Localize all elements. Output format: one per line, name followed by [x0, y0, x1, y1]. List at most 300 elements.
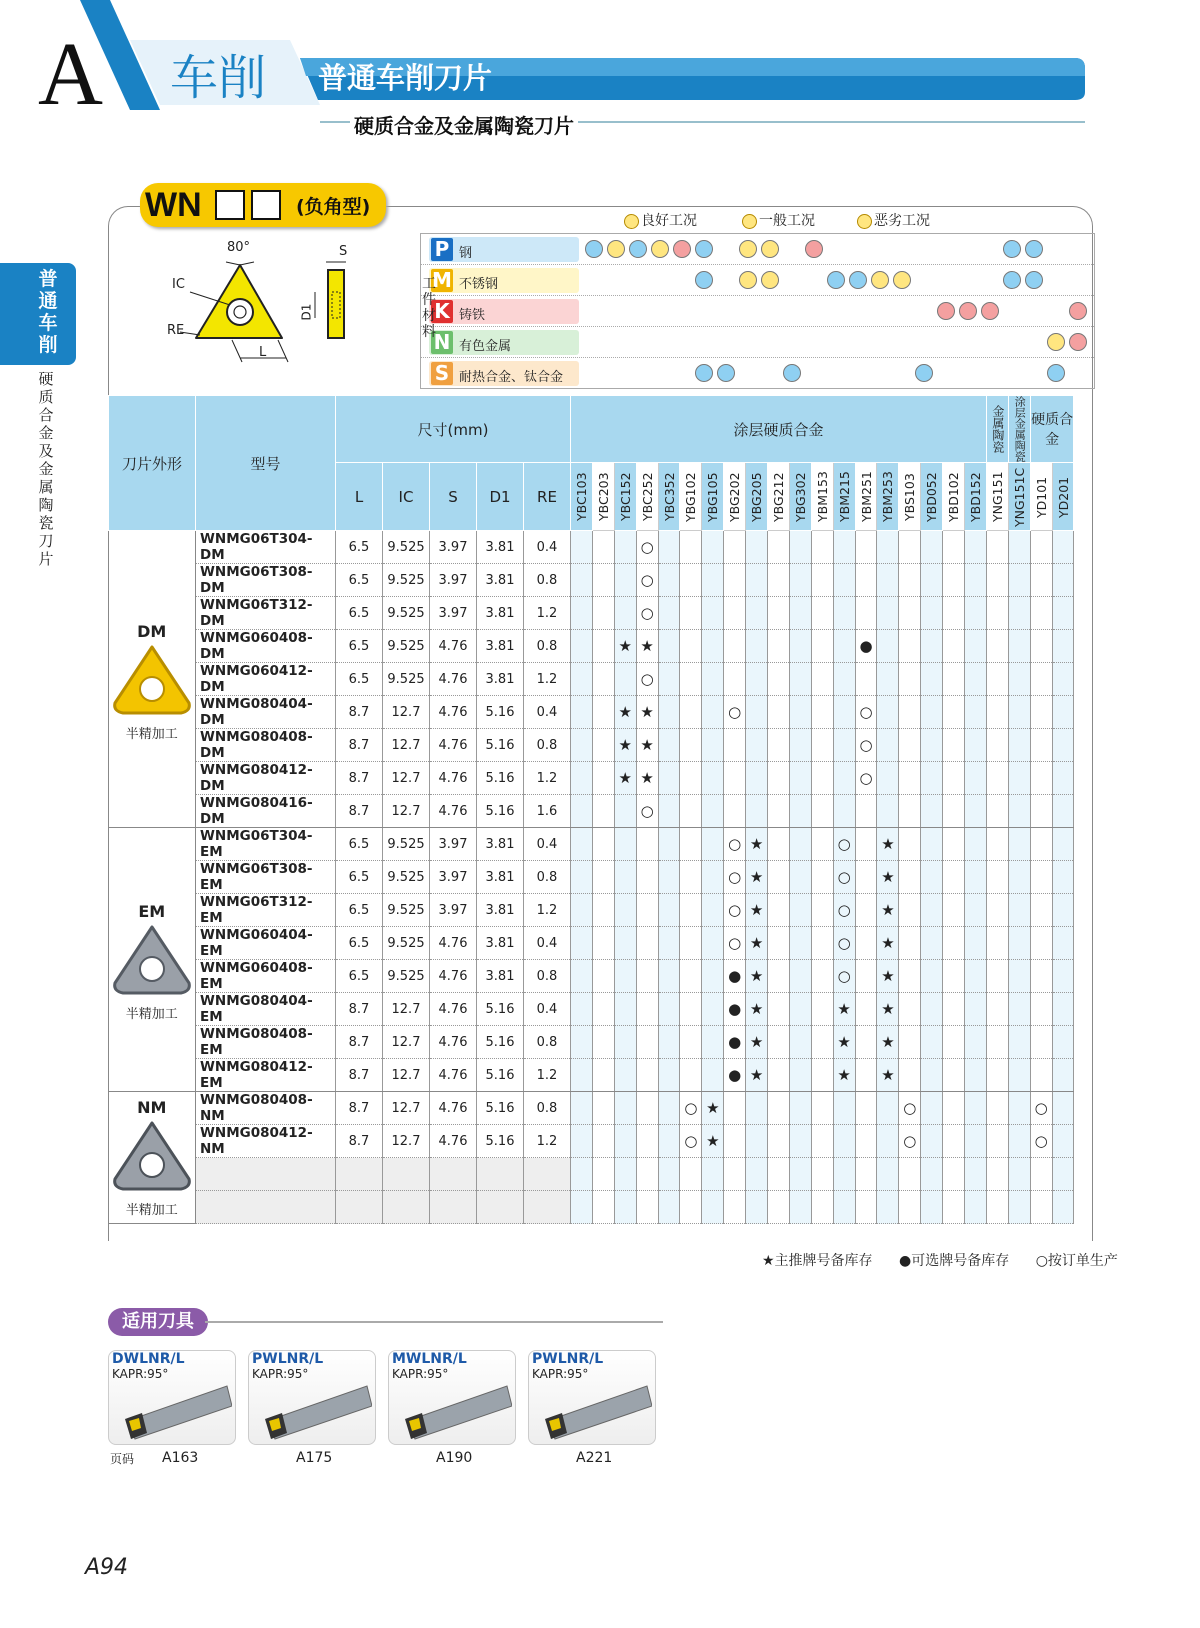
grade-cell: [724, 663, 746, 696]
dim-cell: 4.76: [430, 729, 477, 762]
grade-cell: [986, 564, 1008, 597]
circle-mark: ○: [837, 835, 851, 853]
dim-cell: 0.4: [524, 828, 571, 861]
dim-cell: 4.76: [430, 960, 477, 993]
grade-cell: [680, 1191, 702, 1224]
circle-mark: ○: [640, 538, 654, 556]
grade-label: YBG105: [705, 471, 721, 522]
sidebar-tab-label: 普通车削: [38, 268, 58, 356]
dim-cell: 0.8: [524, 1026, 571, 1059]
grade-cell: [680, 828, 702, 861]
material-name: 有色金属: [459, 339, 512, 354]
tool-page[interactable]: A163: [162, 1450, 199, 1466]
grade-cell: [658, 1191, 680, 1224]
grade-cell: [899, 1125, 921, 1158]
grade-cell: [1030, 1059, 1052, 1092]
grade-cell: [877, 663, 899, 696]
grade-cell: [1008, 696, 1030, 729]
grade-label: YBM153: [814, 471, 830, 522]
grade-cell: [1008, 960, 1030, 993]
grade-cell: [636, 1125, 658, 1158]
shape-cell: [109, 1092, 196, 1224]
grade-cell: [702, 597, 724, 630]
grade-cell: [768, 927, 790, 960]
dim-cell: 1.6: [524, 795, 571, 828]
dim-cell: [430, 1191, 477, 1224]
dim-cell: 6.5: [336, 828, 383, 861]
grade-cell: [811, 597, 833, 630]
grade-cell: [921, 564, 943, 597]
grade-cell: [592, 960, 614, 993]
grade-cell: [724, 993, 746, 1026]
grade-cell: [592, 1092, 614, 1125]
grade-cell: [1030, 597, 1052, 630]
grade-cell: [1030, 696, 1052, 729]
material-letter: N: [431, 331, 453, 354]
grade-header: [571, 463, 593, 531]
grade-cell: [811, 1125, 833, 1158]
grade-cell: [899, 1158, 921, 1191]
grade-header: [746, 463, 768, 531]
grade-cell: [614, 663, 636, 696]
grade-cell: [833, 1092, 855, 1125]
grade-cell: [658, 663, 680, 696]
grade-cell: [658, 927, 680, 960]
grade-cell: [571, 828, 593, 861]
grade-cell: [680, 1125, 702, 1158]
dim-cell: 4.76: [430, 696, 477, 729]
shape-name: NM: [137, 1098, 167, 1117]
dim-cell: 6.5: [336, 927, 383, 960]
l-label: L: [259, 345, 267, 360]
grade-cell: [724, 1125, 746, 1158]
grade-header: [877, 463, 899, 531]
grade-cell: [724, 729, 746, 762]
circle-mark: ○: [859, 736, 873, 754]
grade-cell: [724, 531, 746, 564]
grade-cell: [833, 894, 855, 927]
tool-kapr: KAPR:95°: [252, 1367, 309, 1381]
star-mark: ★: [881, 1000, 895, 1018]
grade-cell: [965, 762, 987, 795]
grade-header: [658, 463, 680, 531]
grade-cell: [614, 1059, 636, 1092]
circle-mark: ○: [837, 967, 851, 985]
grade-cell: [724, 1059, 746, 1092]
grade-cell: [571, 894, 593, 927]
grade-cell: [855, 1125, 877, 1158]
tool-name: PWLNR/L: [532, 1351, 604, 1367]
ic-label: IC: [172, 277, 185, 292]
table-row: [109, 696, 1074, 729]
grade-cell: [986, 1158, 1008, 1191]
grade-cell: [746, 795, 768, 828]
grade-cell: [943, 1125, 965, 1158]
model-cell: WNMG080412-NM: [196, 1125, 336, 1158]
grade-cell: [614, 630, 636, 663]
good-face-icon: [585, 240, 603, 258]
grade-cell: [811, 729, 833, 762]
dim-cell: 0.8: [524, 861, 571, 894]
grade-cell: [833, 729, 855, 762]
grade-cell: [789, 894, 811, 927]
tool-name: DWLNR/L: [112, 1351, 185, 1367]
grade-cell: [1052, 828, 1074, 861]
grade-header: [855, 463, 877, 531]
grade-header: [833, 463, 855, 531]
grade-cell: [1052, 663, 1074, 696]
grade-cell: [702, 1125, 724, 1158]
grade-cell: [877, 597, 899, 630]
grade-cell: [680, 927, 702, 960]
material-name: 不锈钢: [459, 277, 499, 292]
tool-card[interactable]: [388, 1350, 516, 1445]
page-subtitle: 硬质合金及金属陶瓷刀片: [350, 110, 578, 139]
grade-cell: [811, 762, 833, 795]
grade-cell: [811, 1191, 833, 1224]
tool-kapr: KAPR:95°: [112, 1367, 169, 1381]
grade-cell: [811, 927, 833, 960]
grade-cell: [702, 1158, 724, 1191]
grade-cell: [921, 927, 943, 960]
grade-cell: [592, 828, 614, 861]
star-mark: ★: [749, 1000, 764, 1018]
grade-cell: [746, 993, 768, 1026]
grade-cell: [943, 729, 965, 762]
grade-cell: [680, 630, 702, 663]
grade-cell: [1030, 1191, 1052, 1224]
circle-mark: ○: [837, 934, 851, 952]
circle-mark: ○: [903, 1099, 917, 1117]
grade-cell: [746, 1092, 768, 1125]
grade-cell: [965, 828, 987, 861]
grade-cell: [1008, 1158, 1030, 1191]
grade-cell: [943, 1158, 965, 1191]
grade-cell: [833, 795, 855, 828]
grade-cell: [636, 564, 658, 597]
tool-page[interactable]: A190: [436, 1450, 473, 1466]
grade-cell: [614, 795, 636, 828]
grade-cell: [943, 1059, 965, 1092]
grade-label: YBC152: [617, 472, 633, 521]
dim-header: S: [430, 463, 477, 531]
grade-cell: [702, 630, 724, 663]
grade-cell: [1052, 795, 1074, 828]
star-mark: ★: [640, 703, 654, 721]
dim-cell: 0.8: [524, 729, 571, 762]
grade-cell: [943, 663, 965, 696]
col-coated-cermet: 涂层金属陶瓷: [1008, 396, 1030, 463]
dim-cell: 12.7: [383, 1092, 430, 1125]
grade-cell: [571, 1191, 593, 1224]
bad-face-icon: [981, 302, 999, 320]
grade-cell: [636, 894, 658, 927]
tool-card[interactable]: [248, 1350, 376, 1445]
grade-cell: [680, 894, 702, 927]
grade-cell: [1030, 828, 1052, 861]
model-cell: WNMG060404-EM: [196, 927, 336, 960]
material-letter: K: [431, 300, 453, 323]
grade-cell: [571, 1059, 593, 1092]
grade-cell: [702, 1092, 724, 1125]
circle-mark: ○: [859, 703, 873, 721]
grade-cell: [724, 1158, 746, 1191]
grade-cell: [724, 630, 746, 663]
grade-cell: [768, 564, 790, 597]
grade-cell: [724, 1092, 746, 1125]
grade-cell: [614, 861, 636, 894]
grade-cell: [877, 564, 899, 597]
grade-cell: [833, 828, 855, 861]
dim-cell: 6.5: [336, 597, 383, 630]
grade-cell: [636, 729, 658, 762]
grade-cell: [899, 960, 921, 993]
dim-cell: 1.2: [524, 762, 571, 795]
grade-cell: [571, 762, 593, 795]
dim-cell: 9.525: [383, 861, 430, 894]
grade-cell: [921, 1092, 943, 1125]
grade-cell: [1030, 861, 1052, 894]
model-cell: WNMG080412-DM: [196, 762, 336, 795]
grade-cell: [746, 960, 768, 993]
bad-face-icon: [673, 240, 691, 258]
page-title: 普通车削刀片: [318, 61, 493, 95]
grade-cell: [592, 630, 614, 663]
grade-cell: [811, 828, 833, 861]
insert-photo: [109, 921, 196, 1003]
tool-page[interactable]: A221: [576, 1450, 613, 1466]
note-main: ★主推牌号备库存: [762, 1253, 873, 1269]
grade-label: YBC352: [661, 472, 677, 521]
grade-cell: [680, 729, 702, 762]
star-mark: ★: [749, 1033, 764, 1051]
dim-cell: 5.16: [477, 1125, 524, 1158]
grade-cell: [899, 861, 921, 894]
good-face-icon: [1003, 271, 1021, 289]
code-box-1: [215, 190, 245, 220]
grade-cell: [614, 597, 636, 630]
tool-card[interactable]: [108, 1350, 236, 1445]
grade-cell: [833, 696, 855, 729]
grade-cell: [855, 861, 877, 894]
dim-cell: 4.76: [430, 1026, 477, 1059]
grade-cell: [702, 828, 724, 861]
dim-cell: [383, 1191, 430, 1224]
section-title: 车削: [170, 50, 267, 106]
model-cell: WNMG06T304-EM: [196, 828, 336, 861]
grade-cell: [811, 960, 833, 993]
dim-cell: 0.8: [524, 630, 571, 663]
grade-cell: [746, 927, 768, 960]
grade-cell: [724, 762, 746, 795]
grade-cell: [1052, 960, 1074, 993]
dim-header: IC: [383, 463, 430, 531]
grade-cell: [833, 597, 855, 630]
table-row: [109, 1158, 1074, 1191]
header-row: [109, 396, 1074, 463]
grade-label: YBG102: [683, 471, 699, 522]
section-letter: A: [38, 25, 103, 124]
star-mark: ★: [618, 703, 632, 721]
dim-cell: 0.8: [524, 1092, 571, 1125]
grade-cell: [943, 828, 965, 861]
grade-header: [592, 463, 614, 531]
grade-cell: [789, 861, 811, 894]
grade-cell: [680, 1092, 702, 1125]
grade-cell: [965, 861, 987, 894]
grade-cell: [877, 1125, 899, 1158]
dim-cell: 5.16: [477, 1026, 524, 1059]
grade-cell: [1030, 630, 1052, 663]
grade-cell: [899, 663, 921, 696]
good-face-icon: [783, 364, 801, 382]
grade-cell: [855, 1158, 877, 1191]
dim-header: L: [336, 463, 383, 531]
dim-cell: 0.4: [524, 927, 571, 960]
grade-cell: [768, 993, 790, 1026]
grade-cell: [899, 795, 921, 828]
dim-cell: 9.525: [383, 894, 430, 927]
star-mark: ★: [640, 736, 654, 754]
grade-header: [811, 463, 833, 531]
model-cell: WNMG080416-DM: [196, 795, 336, 828]
grade-cell: [921, 828, 943, 861]
tool-page[interactable]: A175: [296, 1450, 333, 1466]
grade-cell: [1030, 729, 1052, 762]
dim-cell: 8.7: [336, 1125, 383, 1158]
grade-cell: [592, 1158, 614, 1191]
good-face-icon: [695, 364, 713, 382]
tool-holder-image: [117, 1381, 232, 1445]
grade-label: YNG151: [989, 471, 1005, 522]
grade-cell: [592, 663, 614, 696]
grade-cell: [724, 828, 746, 861]
good-face-icon: [849, 271, 867, 289]
grade-cell: [986, 696, 1008, 729]
grade-label: YD201: [1055, 475, 1071, 518]
grade-cell: [943, 696, 965, 729]
grade-cell: [702, 1059, 724, 1092]
grade-cell: [943, 993, 965, 1026]
good-face-icon: [915, 364, 933, 382]
grade-cell: [833, 762, 855, 795]
grade-cell: [986, 1026, 1008, 1059]
dim-cell: 9.525: [383, 663, 430, 696]
angle-label: 80°: [227, 240, 251, 255]
tool-card[interactable]: [528, 1350, 656, 1445]
dim-cell: 0.8: [524, 564, 571, 597]
table-row: [109, 762, 1074, 795]
dim-cell: 9.525: [383, 597, 430, 630]
grade-header: [986, 463, 1008, 531]
grade-cell: [789, 630, 811, 663]
dim-header: D1: [477, 463, 524, 531]
grade-cell: [965, 597, 987, 630]
grade-cell: [877, 828, 899, 861]
star-mark: ★: [706, 1132, 720, 1150]
grade-cell: [789, 1059, 811, 1092]
dim-cell: [477, 1158, 524, 1191]
grade-cell: [746, 597, 768, 630]
good-face-icon: [827, 271, 845, 289]
material-letter: S: [431, 362, 453, 385]
grade-cell: [965, 531, 987, 564]
material-row: [421, 234, 1094, 265]
grade-cell: [571, 663, 593, 696]
grade-cell: [1030, 663, 1052, 696]
table-row: [109, 1125, 1074, 1158]
dim-cell: 9.525: [383, 630, 430, 663]
grade-cell: [680, 1026, 702, 1059]
grade-cell: [965, 1059, 987, 1092]
bad-face-icon: [937, 302, 955, 320]
good-face-icon: [1047, 364, 1065, 382]
table-row: [109, 1191, 1074, 1224]
grade-cell: [833, 1191, 855, 1224]
grade-cell: [768, 1191, 790, 1224]
shape-cell: [109, 828, 196, 1092]
star-mark: ★: [749, 967, 764, 985]
grade-cell: [877, 795, 899, 828]
grade-cell: [921, 762, 943, 795]
grade-cell: [855, 927, 877, 960]
grade-cell: [680, 762, 702, 795]
grade-cell: [1052, 762, 1074, 795]
grade-cell: [877, 960, 899, 993]
grade-cell: [724, 861, 746, 894]
dim-cell: 3.97: [430, 894, 477, 927]
grade-cell: [680, 531, 702, 564]
dim-cell: 12.7: [383, 993, 430, 1026]
grade-cell: [724, 927, 746, 960]
grade-cell: [877, 894, 899, 927]
grade-cell: [1052, 531, 1074, 564]
dim-cell: 4.76: [430, 1059, 477, 1092]
grade-cell: [1052, 729, 1074, 762]
grade-cell: [768, 663, 790, 696]
grade-cell: [658, 1092, 680, 1125]
grade-cell: [877, 531, 899, 564]
circle-mark: ○: [728, 868, 742, 886]
grade-cell: [1052, 1059, 1074, 1092]
grade-cell: [855, 828, 877, 861]
stock-legend: [740, 1250, 1118, 1270]
dim-cell: 0.8: [524, 960, 571, 993]
material-label: [429, 299, 579, 324]
grade-cell: [746, 1059, 768, 1092]
grade-header: [724, 463, 746, 531]
dim-cell: 3.81: [477, 663, 524, 696]
material-side-label: 工件材料: [422, 276, 436, 340]
legend-good-label: 良好工况: [641, 213, 697, 229]
grade-cell: [680, 993, 702, 1026]
dim-cell: [336, 1191, 383, 1224]
dim-cell: 3.81: [477, 597, 524, 630]
grade-cell: [702, 1026, 724, 1059]
grade-cell: [965, 1092, 987, 1125]
page-code-label: 页码: [110, 1452, 135, 1466]
grade-cell: [986, 663, 1008, 696]
grade-cell: [986, 531, 1008, 564]
dim-cell: 6.5: [336, 531, 383, 564]
grade-cell: [1008, 630, 1030, 663]
grade-cell: [877, 993, 899, 1026]
model-cell: WNMG060408-EM: [196, 960, 336, 993]
grade-label: YBD052: [924, 471, 940, 522]
dim-cell: 1.2: [524, 663, 571, 696]
material-name: 铸铁: [459, 308, 486, 323]
grade-cell: [636, 597, 658, 630]
